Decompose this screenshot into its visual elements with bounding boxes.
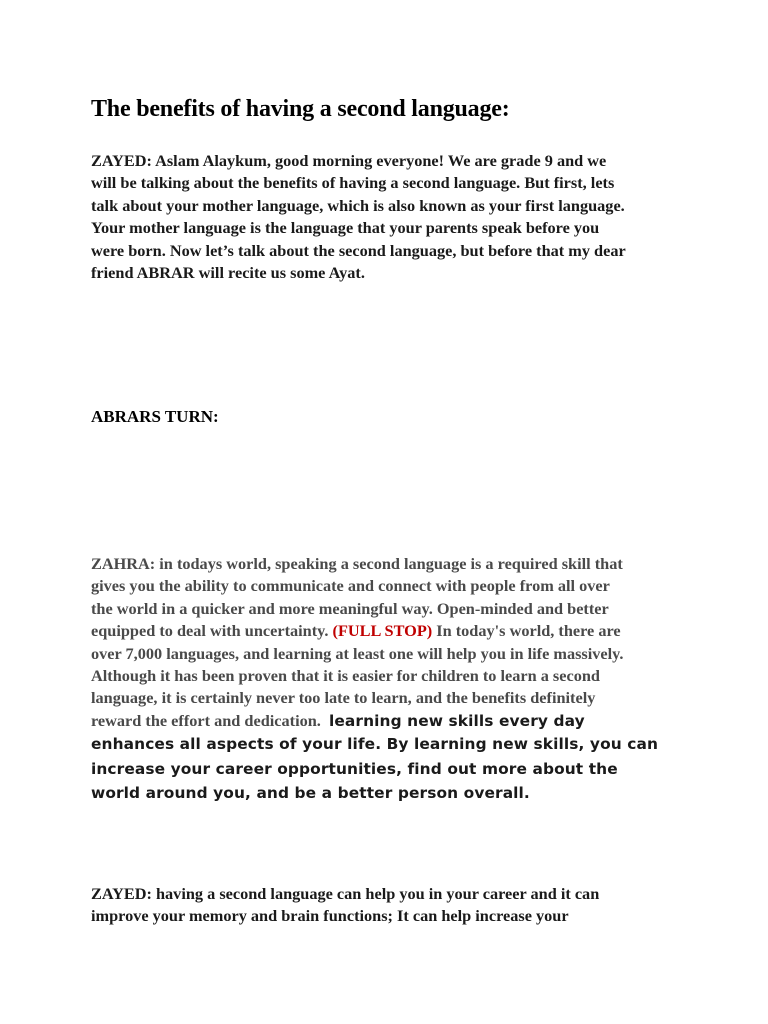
zayed-career-line-2: improve your memory and brain functions; It can help increase your — [91, 906, 569, 926]
zahra-sans-line-3: world around you, and be a better person overall. — [91, 784, 530, 803]
abrar-turn-heading: ABRARS TURN: — [91, 407, 219, 426]
zayed-intro-paragraph — [91, 150, 681, 284]
zahra-line-8 — [91, 710, 681, 732]
zahra-line-8-serif: reward the effort and dedication. — [91, 710, 321, 730]
zahra-line-2: gives you the ability to communicate and connect with people from all over — [91, 576, 610, 596]
zahra-paragraph — [91, 553, 681, 806]
zahra-line-4 — [91, 620, 681, 642]
zahra-line-4-start: equipped to deal with uncertainty. — [91, 621, 333, 641]
zayed-career-paragraph — [91, 883, 681, 928]
zahra-sans-line-1: enhances all aspects of your life. By learning new skills, you can — [91, 735, 659, 754]
zahra-line-7: language, it is certainly never too late to learn, and the benefits definitely — [91, 688, 596, 708]
zayed-intro-line-6: friend ABRAR will recite us some Ayat. — [91, 263, 365, 283]
zayed-intro-line-1: ZAYED: Aslam Alaykum, good morning everyone! We are grade 9 and we — [91, 151, 607, 170]
zahra-line-8-sans: learning new skills every day — [329, 711, 585, 730]
zahra-sans-line-2: increase your career opportunities, find out more about the — [91, 759, 618, 778]
zahra-line-5: over 7,000 languages, and learning at least one will help you in life massively. — [91, 643, 624, 663]
zayed-intro-line-5: were born. Now let’s talk about the second language, but before that my dear — [91, 240, 626, 260]
document-title: The benefits of having a second language: — [91, 96, 510, 122]
zahra-line-3: the world in a quicker and more meaningful way. Open-minded and better — [91, 598, 609, 618]
zayed-intro-line-4: Your mother language is the language that your parents speak before you — [91, 218, 600, 238]
full-stop-marker: (FULL STOP) — [332, 621, 433, 641]
zahra-line-1: ZAHRA: in todays world, speaking a second language is a required skill that — [91, 554, 623, 573]
zahra-line-4-end: In today's world, there are — [432, 621, 621, 641]
zayed-career-line-1: ZAYED: having a second language can help you in your career and it can — [91, 884, 600, 903]
zayed-intro-line-3: talk about your mother language, which is also known as your first language. — [91, 195, 625, 215]
zahra-line-6: Although it has been proven that it is easier for children to learn a second — [91, 666, 600, 686]
zayed-intro-line-2: will be talking about the benefits of having a second language. But first, lets — [91, 173, 615, 193]
